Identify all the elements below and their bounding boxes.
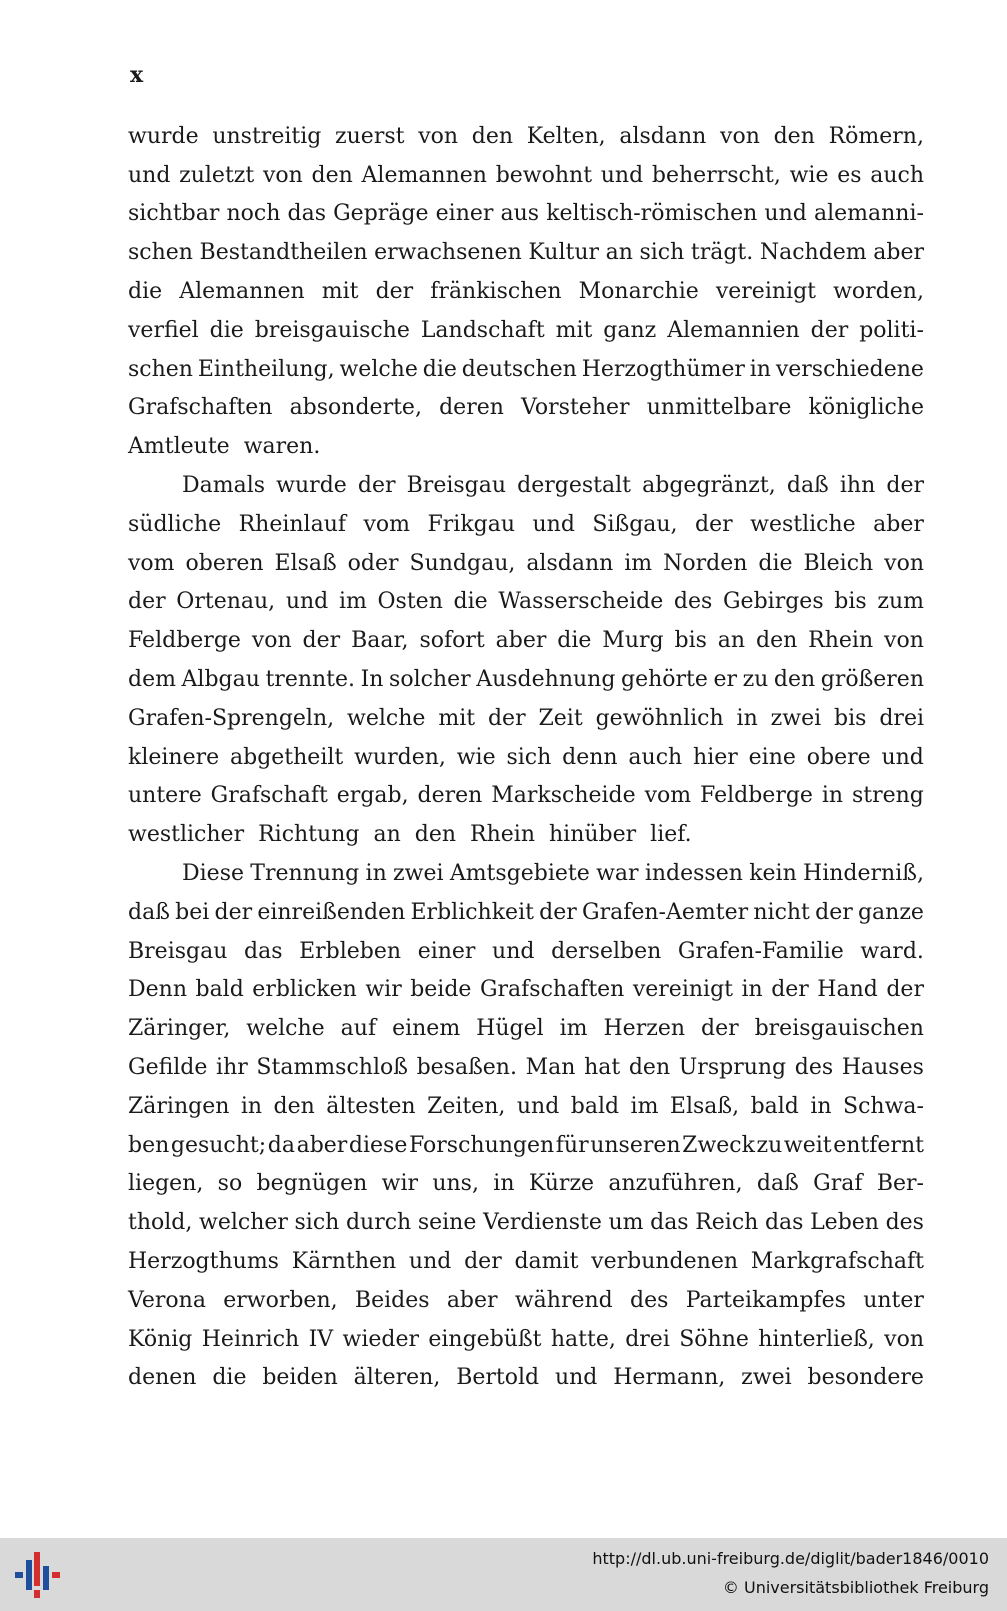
text-line: daß bei der einreißenden Erblichkeit der Grafen-Aemter nicht der ganze — [128, 899, 924, 925]
text-line: Verona erworben, Beides aber während des Parteikampfes unter — [128, 1287, 924, 1313]
text-line: Damals wurde der Breisgau dergestalt abgegränzt, daß ihn der — [182, 473, 924, 499]
text-line: der Ortenau, und im Osten die Wasserscheide des Gebirges bis zum — [128, 589, 924, 615]
ub-freiburg-logo-icon[interactable] — [12, 1550, 62, 1600]
text-line: westlicher Richtung an den Rhein hinüber lief. — [128, 822, 692, 848]
text-line: schen Eintheilung, welche die deutschen Herzogthümer in verschiedene — [128, 356, 924, 382]
text-line: Zäringer, welche auf einem Hügel im Herzen der breisgauischen — [128, 1016, 924, 1042]
text-line: verfiel die breisgauische Landschaft mit ganz Alemannien der politi- — [128, 317, 924, 343]
text-line: Gefilde ihr Stammschloß besaßen. Man hat den Ursprung des Hauses — [128, 1055, 924, 1081]
text-line: ben gesucht; da aber diese Forschungen für unseren Zweck zu weit entfernt — [128, 1132, 924, 1158]
text-line: südliche Rheinlauf vom Frikgau und Sißgau, der westliche aber — [128, 511, 924, 537]
text-line: kleinere abgetheilt wurden, wie sich denn auch hier eine obere und — [128, 744, 924, 770]
text-line: dem Albgau trennte. In solcher Ausdehnung gehörte er zu den größeren — [128, 667, 924, 693]
text-line: denen die beiden älteren, Bertold und Hermann, zwei besondere — [128, 1365, 924, 1391]
text-line: und zuletzt von den Alemannen bewohnt und beherrscht, wie es auch — [128, 162, 924, 188]
footer-bar — [0, 1538, 1007, 1611]
footer-url-link[interactable]: http://dl.ub.uni-freiburg.de/diglit/bader1846/0010 — [592, 1549, 989, 1568]
text-line: Herzogthums Kärnthen und der damit verbundenen Markgrafschaft — [128, 1249, 924, 1274]
text-line: untere Grafschaft ergab, deren Markscheide vom Feldberge in streng — [128, 783, 924, 809]
text-line: Grafschaften absonderte, deren Vorsteher unmittelbare königliche — [128, 395, 924, 421]
text-line: Denn bald erblicken wir beide Grafschaften vereinigt in der Hand der — [128, 977, 924, 1003]
text-line: schen Bestandtheilen erwachsenen Kultur an sich trägt. Nachdem aber — [128, 240, 924, 266]
text-line: Breisgau das Erbleben einer und derselben Grafen-Familie ward. — [128, 938, 924, 964]
text-line: liegen, so begnügen wir uns, in Kürze anzuführen, daß Graf Ber- — [128, 1171, 924, 1197]
text-line: Diese Trennung in zwei Amtsgebiete war indessen kein Hinderniß, — [182, 861, 924, 887]
text-line: wurde unstreitig zuerst von den Kelten, alsdann von den Römern, — [128, 123, 924, 149]
text-line: thold, welcher sich durch seine Verdienste um das Reich das Leben des — [128, 1210, 924, 1236]
text-line: Amtleute waren. — [128, 434, 321, 460]
body-text — [128, 117, 924, 1397]
text-line: Feldberge von der Baar, sofort aber die Murg bis an den Rhein von — [128, 628, 924, 654]
text-line: vom oberen Elsaß oder Sundgau, alsdann im Norden die Bleich von — [128, 550, 924, 576]
page-number: x — [130, 62, 145, 88]
footer-copyright: © Universitätsbibliothek Freiburg — [722, 1578, 989, 1597]
text-line: die Alemannen mit der fränkischen Monarchie vereinigt worden, — [128, 279, 924, 305]
text-line: Zäringen in den ältesten Zeiten, und bald im Elsaß, bald in Schwa- — [128, 1093, 924, 1119]
text-line: König Heinrich IV wieder eingebüßt hatte, drei Söhne hinterließ, von — [128, 1326, 924, 1352]
text-line: sichtbar noch das Gepräge einer aus keltisch-römischen und alemanni- — [128, 201, 924, 227]
text-line: Grafen-Sprengeln, welche mit der Zeit gewöhnlich in zwei bis drei — [128, 705, 924, 731]
